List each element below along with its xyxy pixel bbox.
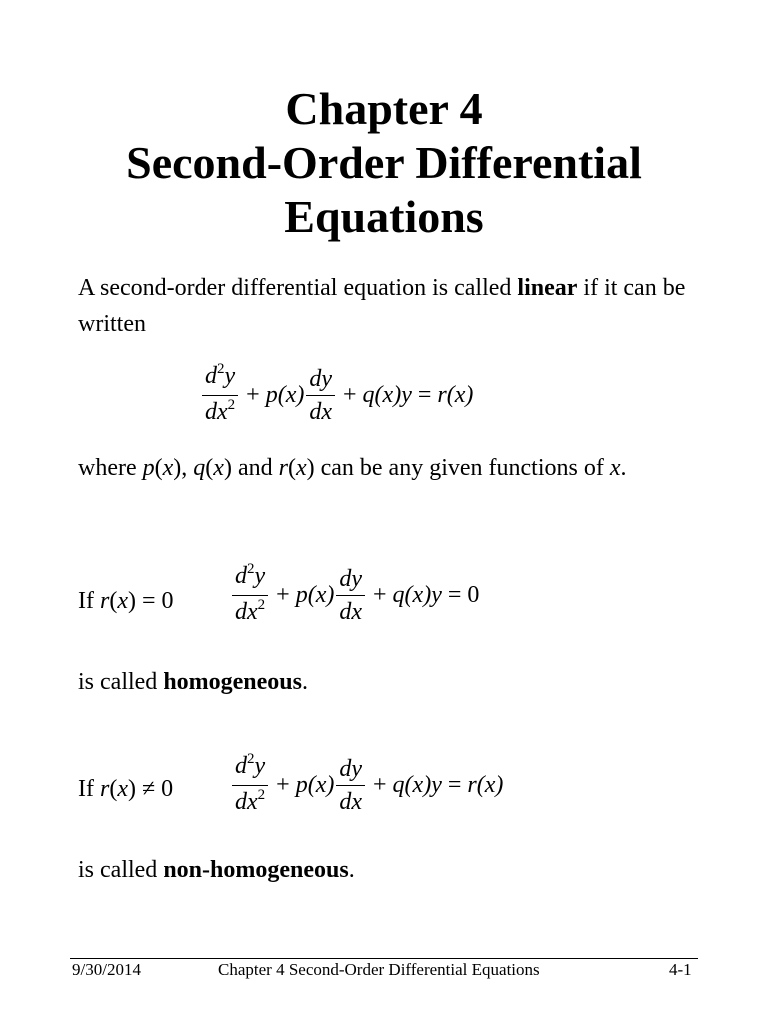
homogeneous-paragraph: is called homogeneous.	[78, 669, 308, 695]
footer-page-number: 4-1	[669, 960, 692, 979]
footer-divider	[70, 958, 698, 959]
homogeneous-equation: $\frac{d^2y}{dx^2}$ + p(x) $\frac{dy}{dx}$ + q(x) y = 0	[230, 562, 479, 629]
title-line-1: Chapter 4	[285, 83, 483, 134]
title-line-2: Second-Order Differential	[126, 137, 642, 188]
nonhomogeneous-term: non-homogeneous	[163, 857, 349, 883]
linear-equation: $\frac{d^2y}{dx^2}$ + p(x) $\frac{dy}{dx}$ + q(x) y = r(x)	[200, 362, 473, 429]
second-derivative-fraction: $\frac{d^2y}{dx^2}$	[202, 362, 238, 429]
footer-title: Chapter 4 Second-Order Differential Equations	[218, 960, 540, 979]
where-paragraph: where p(x), q(x) and r(x) can be any given functions of x.	[78, 455, 627, 481]
homogeneous-condition: If r(x) = 0	[78, 588, 174, 614]
chapter-title	[0, 82, 768, 244]
nonhomogeneous-paragraph: is called non-homogeneous.	[78, 857, 355, 883]
homogeneous-term: homogeneous	[163, 669, 302, 695]
footer-date: 9/30/2014	[72, 960, 141, 979]
first-derivative-fraction: $\frac{dy}{dx}$	[306, 365, 335, 426]
title-line-3: Equations	[284, 191, 484, 242]
nonhomogeneous-condition: If r(x) ≠ 0	[78, 776, 174, 802]
intro-paragraph: A second-order differential equation is called linear if it can be written	[78, 275, 686, 337]
linear-term: linear	[517, 275, 578, 301]
nonhomogeneous-equation: $\frac{d^2y}{dx^2}$ + p(x) $\frac{dy}{dx}$ + q(x) y = r(x)	[230, 752, 503, 819]
